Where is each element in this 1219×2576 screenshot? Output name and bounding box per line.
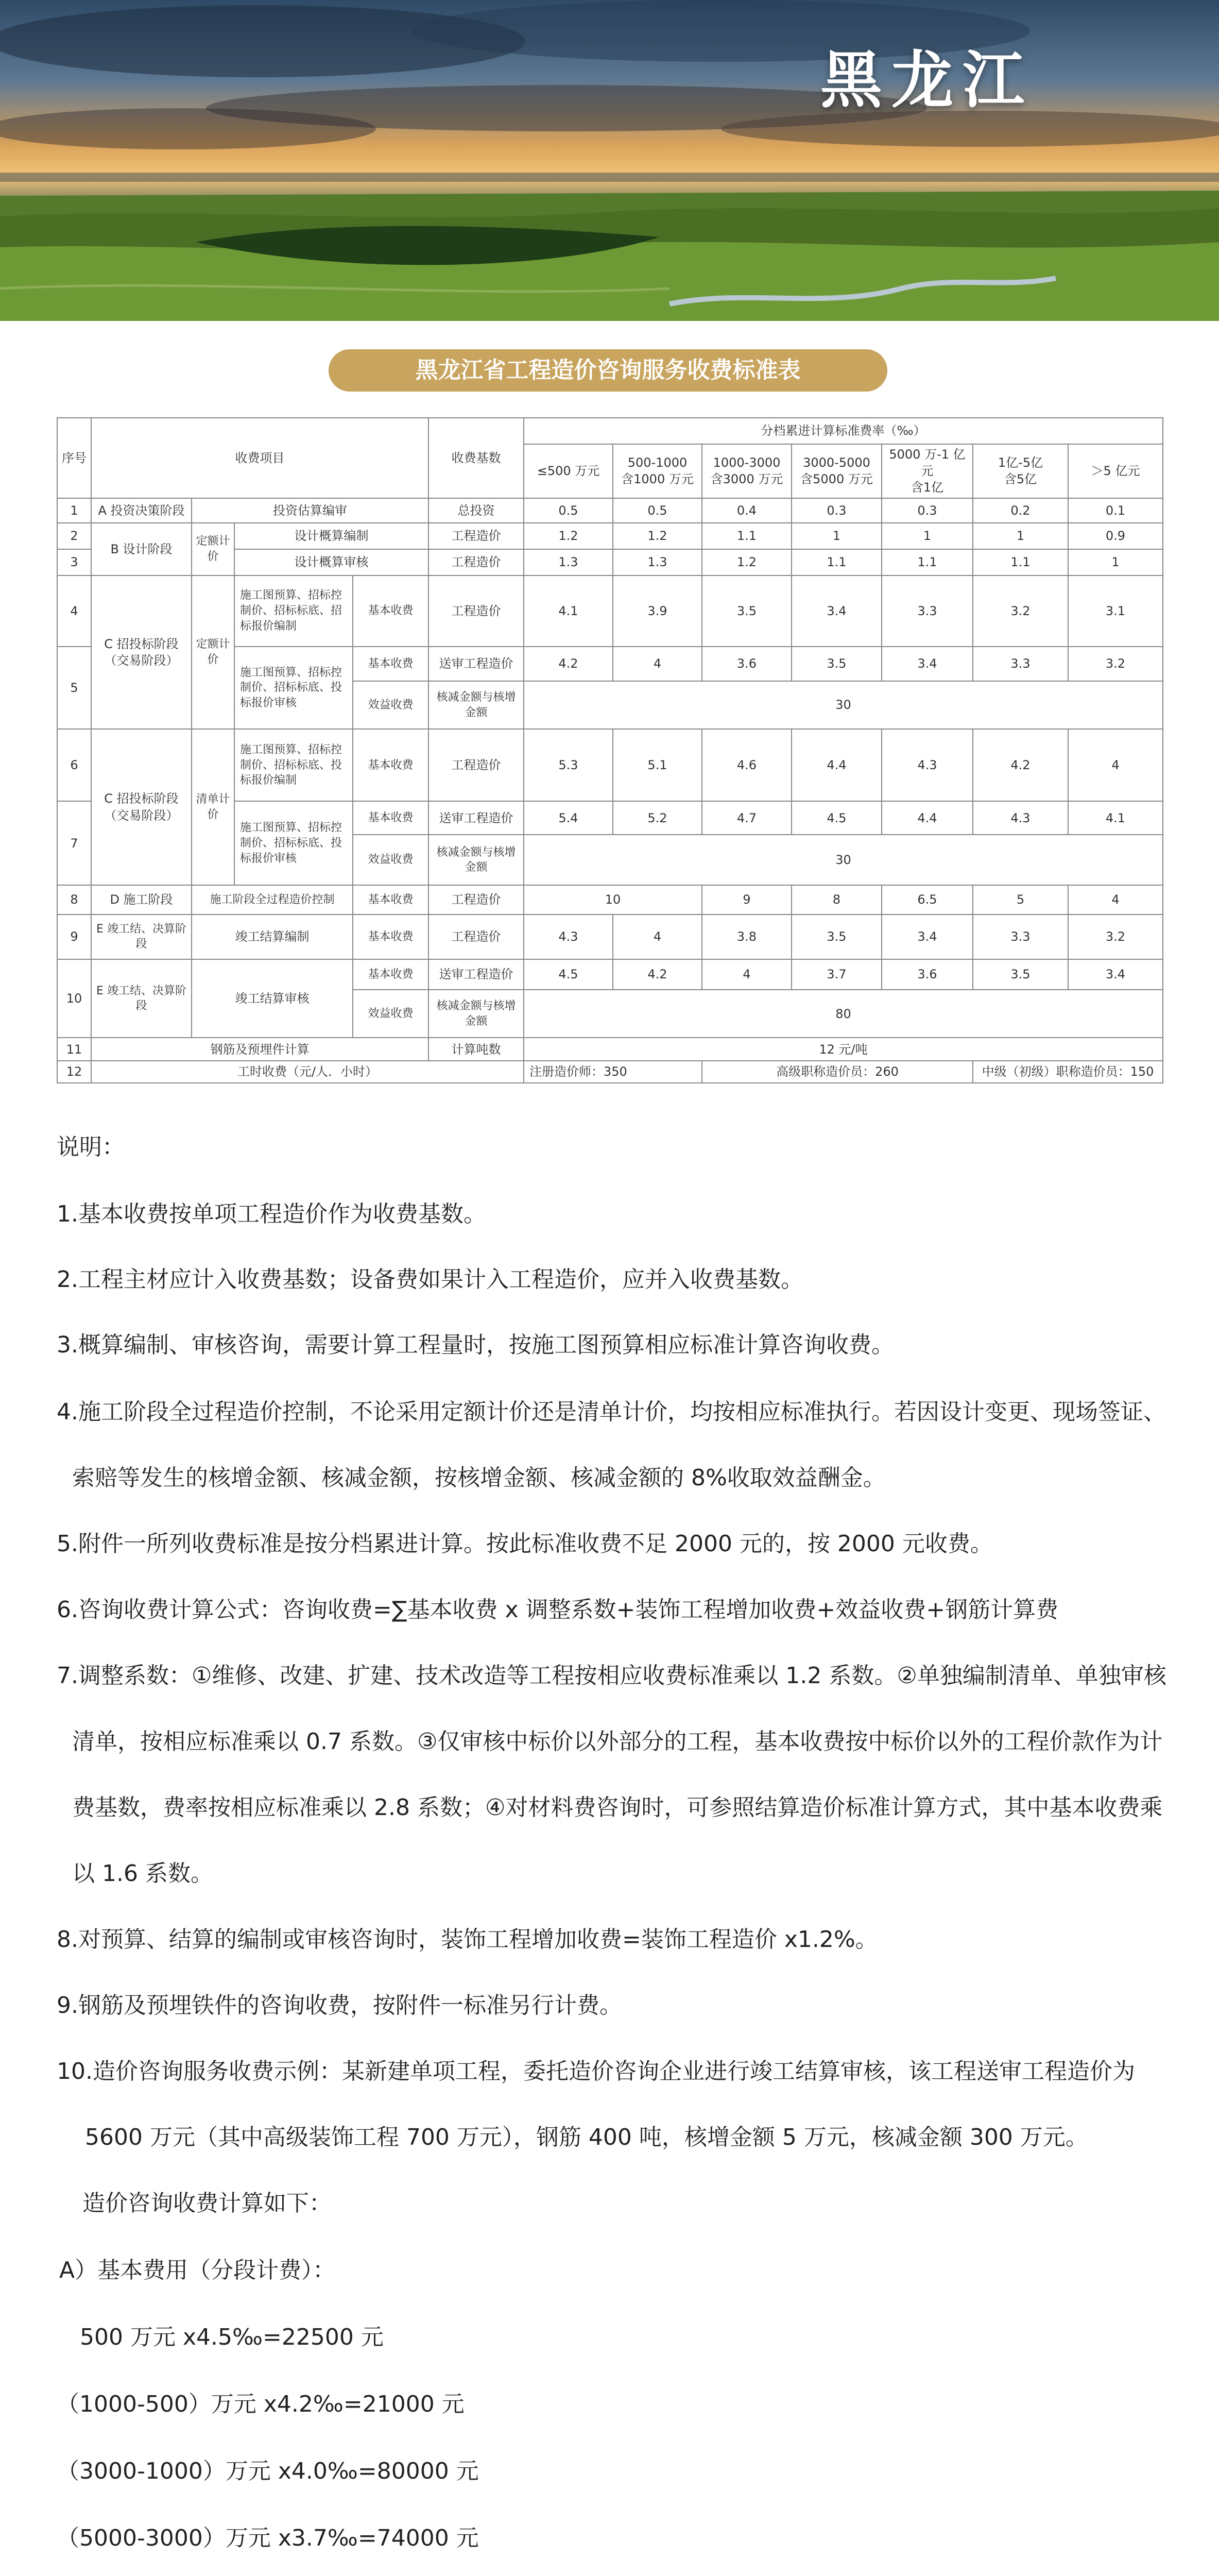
table-cell: 基本收费 [353,885,428,914]
table-title: 黑龙江省工程造价咨询服务收费标准表 [329,349,887,392]
table-cell: 1 [792,523,882,549]
calc-heading: 造价咨询收费计算如下： [82,2190,332,2216]
table-cell: 施工图预算、招标控制价、招标标底、投标报价审核 [234,801,353,885]
table-cell: 4.2 [613,959,702,990]
table-cell: 3.7 [792,959,882,990]
table-cell: 施工图预算、招标控制价、招标标底、招标报价编制 [234,575,353,647]
table-cell: B 设计阶段 [91,523,192,575]
table-cell: 3 [57,549,91,575]
note-item: 4.施工阶段全过程造价控制，不论采用定额计价还是清单计价，均按相应标准执行。若因设计变更、现场签证、 [57,1399,1166,1425]
table-cell: 施工图预算、招标控制价、招标标底、投标报价审核 [234,647,353,729]
note-item-cont: 费基数，费率按相应标准乘以 2.8 系数；④对材料费咨询时，可参照结算造价标准计算方式，其中基本收费乘 [72,1794,1163,1821]
table-cell: 5.1 [613,729,702,801]
table-cell: 4 [57,575,91,647]
table-row [57,523,1163,549]
col-header-tier: 1000-3000 含3000 万元 [702,444,792,498]
note-item: 9.钢筋及预埋铁件的咨询收费，按附件一标准另行计费。 [57,1992,622,2019]
table-cell: 基本收费 [353,959,428,990]
table-cell: 10 [57,959,91,1038]
banner-title: 黑龙江 [820,44,1034,116]
table-cell: 3.5 [792,647,882,681]
table-cell: 3.6 [702,647,792,681]
table-cell: 1 [57,498,91,523]
table-cell: 9 [702,885,792,914]
table-cell: 0.5 [524,498,613,523]
table-cell: 3.3 [973,914,1068,959]
table-cell: 送审工程造价 [428,801,524,835]
table-cell: 30 [524,835,1163,885]
table-cell: 1.3 [524,549,613,575]
table-cell: 5 [973,885,1068,914]
col-header-tier: 5000 万-1 亿元 含1亿 [882,444,973,498]
col-header-tier: 3000-5000 含5000 万元 [792,444,882,498]
table-cell: 工程造价 [428,549,524,575]
calc-line: （3000-1000）万元 x4.0‰=80000 元 [57,2458,479,2484]
table-cell: 3.2 [1068,647,1163,681]
table-cell: 1.1 [882,549,973,575]
table-cell: 3.4 [882,914,973,959]
table-cell: 施工图预算、招标控制价、招标标底、投标报价编制 [234,729,353,801]
col-header-tier: 1亿-5亿 含5亿 [973,444,1068,498]
table-cell: 定额计价 [192,523,234,575]
table-cell: 5.3 [524,729,613,801]
table-cell: 4.6 [702,729,792,801]
table-cell: 竣工结算审核 [192,959,353,1038]
note-item-cont: 清单，按相应标准乘以 0.7 系数。③仅审核中标价以外部分的工程，基本收费按中标价以外的工程价款作为计 [72,1728,1163,1755]
table-cell: 6 [57,729,91,801]
table-cell: 总投资 [428,498,524,523]
table-cell: 基本收费 [353,647,428,681]
fee-table [57,417,1163,1083]
table-cell: 3.6 [882,959,973,990]
table-cell: 7 [57,801,91,885]
note-item: 7.调整系数：①维修、改建、扩建、技术改造等工程按相应收费标准乘以 1.2 系数。②单独编制清单、单独审核 [57,1663,1166,1689]
notes-heading: 说明： [57,1134,125,1160]
table-cell: 9 [57,914,91,959]
table-cell: 1.3 [613,549,702,575]
landscape-image [0,0,1219,321]
table-cell: 4.3 [524,914,613,959]
table-cell: 设计概算编制 [234,523,428,549]
table-cell: 基本收费 [353,914,428,959]
table-cell: 3.4 [792,575,882,647]
table-cell: 钢筋及预埋件计算 [91,1038,428,1061]
table-cell: 4.3 [973,801,1068,835]
table-cell: 6.5 [882,885,973,914]
table-cell: 1.2 [613,523,702,549]
note-item: 5.附件一所列收费标准是按分档累进计算。按此标准收费不足 2000 元的，按 2000 元收费。 [57,1531,993,1557]
table-cell: D 施工阶段 [91,885,192,914]
table-cell: 3.2 [1068,914,1163,959]
table-header-row [57,418,1163,444]
table-cell: 工时收费（元/人．小时） [91,1061,524,1083]
table-row [57,498,1163,523]
table-cell: 施工阶段全过程造价控制 [192,885,353,914]
table-cell: 1.1 [792,549,882,575]
table-cell: 投资估算编审 [192,498,428,523]
table-cell: C 招投标阶段（交易阶段） [91,729,192,885]
col-header-base: 收费基数 [428,418,524,498]
table-cell: 4.5 [524,959,613,990]
table-cell: A 投资决策阶段 [91,498,192,523]
calc-line: A）基本费用（分段计费）： [59,2257,336,2283]
note-item-cont: 索赔等发生的核增金额、核减金额，按核增金额、核减金额的 8%收取效益酬金。 [72,1465,886,1491]
table-cell: 4.5 [792,801,882,835]
hero-banner [0,0,1219,321]
col-header-rate-group: 分档累进计算标准费率（‰） [524,418,1163,444]
table-row [57,1038,1163,1061]
table-row [57,885,1163,914]
table-cell: 8 [792,885,882,914]
table-cell: 12 [57,1061,91,1083]
table-cell: 3.5 [973,959,1068,990]
table-cell: 4 [613,914,702,959]
table-cell: 工程造价 [428,885,524,914]
table-cell: 清单计价 [192,729,234,885]
table-cell: 1 [973,523,1068,549]
table-cell: 3.1 [1068,575,1163,647]
table-cell: 30 [524,681,1163,729]
table-cell: 0.3 [792,498,882,523]
col-header-tier: ＞5 亿元 [1068,444,1163,498]
table-row [57,575,1163,647]
table-cell: 3.3 [882,575,973,647]
table-cell: 计算吨数 [428,1038,524,1061]
table-cell: 工程造价 [428,914,524,959]
table-cell: 0.3 [882,498,973,523]
col-header-no: 序号 [57,418,91,498]
table-cell: 基本收费 [353,729,428,801]
table-cell: 11 [57,1038,91,1061]
table-cell: 1.1 [973,549,1068,575]
table-cell: 定额计价 [192,575,234,730]
table-cell: 4 [702,959,792,990]
table-cell: 4.1 [1068,801,1163,835]
col-header-item: 收费项目 [91,418,428,498]
calc-line: 500 万元 x4.5‰=22500 元 [80,2324,384,2350]
table-cell: 1.1 [702,523,792,549]
table-cell: 4.4 [792,729,882,801]
note-item: 8.对预算、结算的编制或审核咨询时，装饰工程增加收费=装饰工程造价 x1.2%。 [57,1926,878,1953]
table-cell: 注册造价师：350 [524,1061,702,1083]
table-cell: 工程造价 [428,523,524,549]
table-cell: 3.4 [882,647,973,681]
table-cell: 4.2 [524,647,613,681]
calc-line: （5000-3000）万元 x3.7‰=74000 元 [57,2525,479,2551]
table-cell: 3.8 [702,914,792,959]
table-cell: 设计概算审核 [234,549,428,575]
table-cell: 0.1 [1068,498,1163,523]
table-cell: 5 [57,647,91,729]
table-cell: 3.4 [1068,959,1163,990]
calc-line: （1000-500）万元 x4.2‰=21000 元 [57,2391,465,2417]
table-cell: 8 [57,885,91,914]
table-cell: 1.2 [702,549,792,575]
table-cell: 基本收费 [353,801,428,835]
table-cell: 10 [524,885,702,914]
table-cell: 1 [882,523,973,549]
table-cell: 基本收费 [353,575,428,647]
note-item-cont: 以 1.6 系数。 [72,1860,213,1887]
table-row [57,914,1163,959]
table-cell: 4.2 [973,729,1068,801]
fee-table-container [57,417,1162,1083]
table-cell: 效益收费 [353,835,428,885]
table-cell: 3.3 [973,647,1068,681]
table-cell: 3.5 [792,914,882,959]
table-cell: 4.3 [882,729,973,801]
note-item: 2.工程主材应计入收费基数；设备费如果计入工程造价，应并入收费基数。 [57,1266,803,1293]
table-cell: 0.9 [1068,523,1163,549]
col-header-tier: ≤500 万元 [524,444,613,498]
table-cell: 送审工程造价 [428,959,524,990]
table-cell: 送审工程造价 [428,647,524,681]
table-cell: 5.4 [524,801,613,835]
table-cell: 4 [613,647,702,681]
table-cell: 80 [524,990,1163,1038]
table-cell: 4 [1068,729,1163,801]
table-cell: 1 [1068,549,1163,575]
table-cell: 2 [57,523,91,549]
table-cell: C 招投标阶段（交易阶段） [91,575,192,730]
table-cell: 4.1 [524,575,613,647]
table-cell: 效益收费 [353,990,428,1038]
table-cell: 4.4 [882,801,973,835]
table-cell: 核减金额与核增金额 [428,990,524,1038]
col-header-tier: 500-1000 含1000 万元 [613,444,702,498]
table-row [57,959,1163,990]
table-cell: E 竣工结、决算阶段 [91,959,192,1038]
table-cell: 工程造价 [428,729,524,801]
table-cell: 竣工结算编制 [192,914,353,959]
table-row [57,1061,1163,1083]
table-cell: E 竣工结、决算阶段 [91,914,192,959]
table-row [57,729,1163,801]
table-cell: 4.7 [702,801,792,835]
table-cell: 核减金额与核增金额 [428,835,524,885]
note-item: 3.概算编制、审核咨询，需要计算工程量时，按施工图预算相应标准计算咨询收费。 [57,1332,894,1358]
table-cell: 12 元/吨 [524,1038,1163,1061]
table-cell: 3.2 [973,575,1068,647]
note-item: 10.造价咨询服务收费示例：某新建单项工程，委托造价咨询企业进行竣工结算审核，该工程送审工程造价为 [57,2058,1135,2084]
table-cell: 3.9 [613,575,702,647]
note-item: 6.咨询收费计算公式：咨询收费=∑基本收费 x 调整系数+装饰工程增加收费+效益收费+钢筋计算费 [57,1597,1059,1623]
note-item-cont: 5600 万元（其中高级装饰工程 700 万元），钢筋 400 吨，核增金额 5 万元，核减金额 300 万元。 [85,2124,1088,2150]
table-cell: 工程造价 [428,575,524,647]
table-cell: 4 [1068,885,1163,914]
table-cell: 1.2 [524,523,613,549]
table-cell: 0.4 [702,498,792,523]
table-cell: 高级职称造价员：260 [702,1061,973,1083]
table-cell: 5.2 [613,801,702,835]
table-cell: 0.2 [973,498,1068,523]
table-cell: 核减金额与核增金额 [428,681,524,729]
table-cell: 0.5 [613,498,702,523]
table-cell: 中级（初级）职称造价员：150 [973,1061,1163,1083]
table-cell: 3.5 [702,575,792,647]
note-item: 1.基本收费按单项工程造价作为收费基数。 [57,1201,486,1227]
table-cell: 效益收费 [353,681,428,729]
